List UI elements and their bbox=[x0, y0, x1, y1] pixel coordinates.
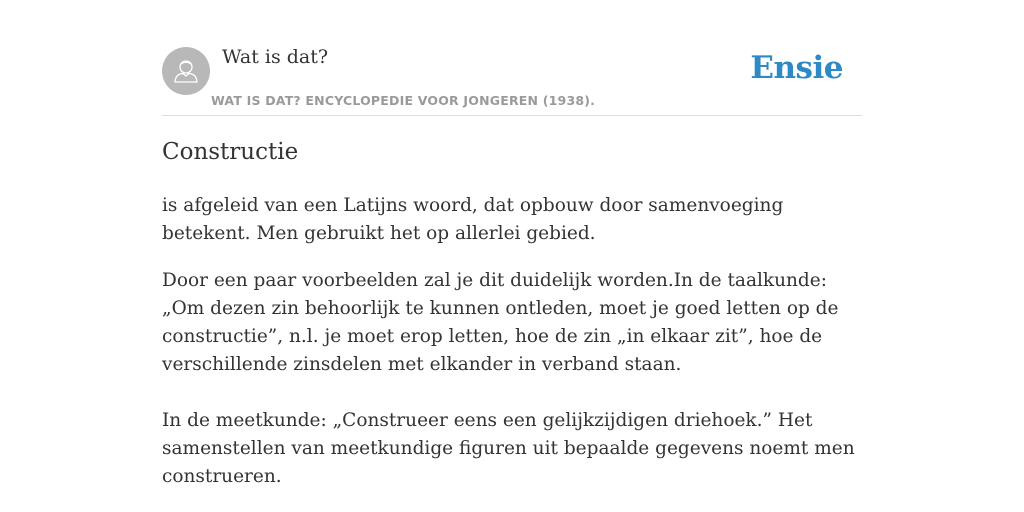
source-label: WAT IS DAT? ENCYCLOPEDIE VOOR JONGEREN (1938). bbox=[211, 93, 596, 108]
entry-title: Constructie bbox=[162, 139, 299, 165]
body-paragraph: Door een paar voorbeelden zal je dit duidelijk worden.In de taalkunde: „Om dezen zin behoorlijk te kunnen ontleden, moet je goed letten op de constructie”, n.l. je moet erop letten, hoe de zin „in elkaar zit”, hoe de verschillende zinsdelen met elkander in verband staan. bbox=[162, 270, 839, 375]
entry-body bbox=[162, 192, 868, 491]
body-paragraph: is afgeleid van een Latijns woord, dat opbouw door samenvoeging betekent. Men gebruikt het op allerlei gebied. bbox=[162, 195, 784, 244]
author-name[interactable]: Wat is dat? bbox=[222, 46, 329, 68]
body-paragraph: In de meetkunde: „Construeer eens een gelijkzijdigen driehoek.” Het samenstellen van meetkundige figuren uit bepaalde gegevens noemt men construeren. bbox=[162, 410, 855, 487]
brand-logo[interactable]: Ensie bbox=[750, 50, 843, 86]
author-avatar[interactable] bbox=[162, 47, 210, 95]
user-silhouette-icon bbox=[162, 47, 210, 95]
entry-header bbox=[162, 42, 862, 116]
